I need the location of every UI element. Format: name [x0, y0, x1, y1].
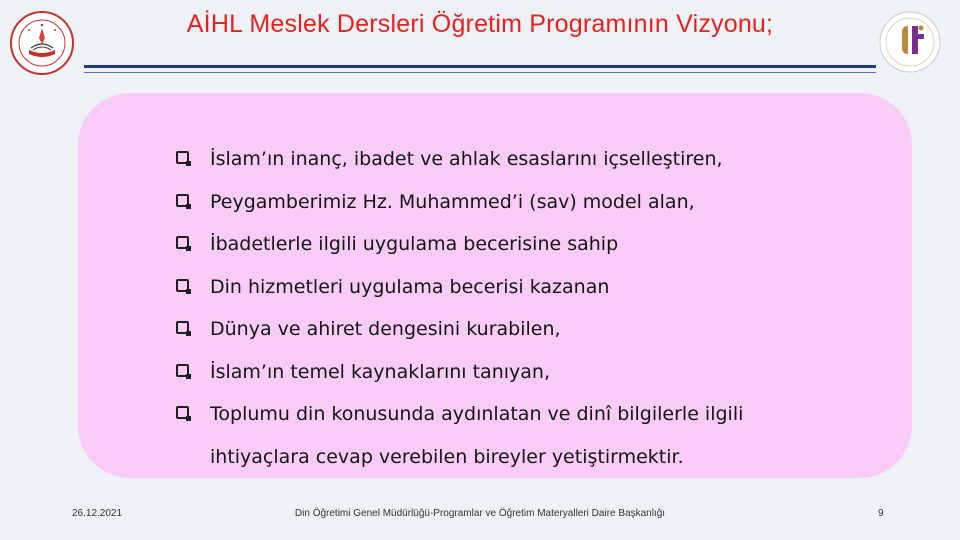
list-item: İslam’ın inanç, ibadet ve ahlak esaslarını içselleştiren,: [176, 138, 876, 181]
checkbox-bullet-icon: [176, 236, 189, 249]
checkbox-bullet-icon: [176, 279, 189, 292]
checkbox-bullet-icon: [176, 194, 189, 207]
checkbox-bullet-icon: [176, 406, 189, 419]
page-title: AİHL Meslek Dersleri Öğretim Programının Vizyonu;: [186, 10, 774, 38]
title-rule-thick: [84, 65, 876, 68]
meb-logo-icon: [9, 10, 75, 76]
footer-date: 26.12.2021: [72, 508, 123, 519]
list-item: Toplumu din konusunda aydınlatan ve dinî bilgilerle ilgili: [176, 393, 876, 436]
footer-text: Din Öğretimi Genel Müdürlüğü-Programlar ve Öğretim Materyalleri Daire Başkanlığı: [294, 508, 666, 519]
list-item: Dünya ve ahiret dengesini kurabilen,: [176, 308, 876, 351]
vision-list: [176, 138, 876, 478]
checkbox-bullet-icon: [176, 321, 189, 334]
list-item-continuation: ihtiyaçlara cevap verebilen bireyler yetiştirmektir.: [210, 445, 684, 468]
list-item: İslam’ın temel kaynaklarını tanıyan,: [176, 351, 876, 394]
page-number: 9: [878, 508, 884, 519]
dogm-logo-icon: [878, 10, 942, 74]
checkbox-bullet-icon: [176, 364, 189, 377]
title-rule-thin: [84, 72, 876, 73]
list-item: İbadetlerle ilgili uygulama becerisine sahip: [176, 223, 876, 266]
list-item: Peygamberimiz Hz. Muhammed’i (sav) model alan,: [176, 181, 876, 224]
checkbox-bullet-icon: [176, 151, 189, 164]
list-item: Din hizmetleri uygulama becerisi kazanan: [176, 266, 876, 309]
